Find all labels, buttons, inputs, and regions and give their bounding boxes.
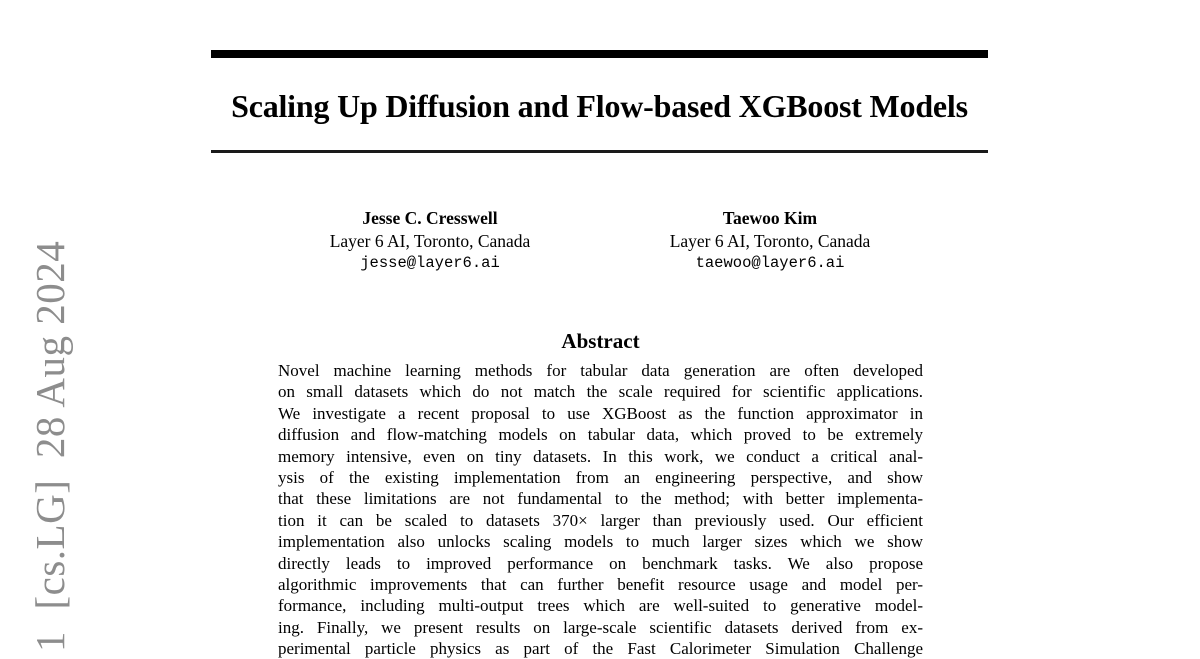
- abstract-line: perimental particle physics as part of the Fast Calorimeter Simulation Challenge: [278, 639, 923, 659]
- abstract-line: tion it can be scaled to datasets 370× larger than previously used. Our efficient: [278, 510, 923, 530]
- author-2: [600, 207, 940, 275]
- author-2-name: Taewoo Kim: [722, 208, 818, 228]
- abstract-line: on small datasets which do not match the scale required for scientific applications.: [278, 382, 923, 402]
- author-2-email: taewoo@layer6.ai: [695, 254, 845, 272]
- abstract-line: algorithmic improvements that can further benefit resource usage and model per-: [278, 574, 923, 594]
- arxiv-watermark: 1 [cs.LG] 28 Aug 2024: [27, 240, 73, 652]
- author-1-affiliation: Layer 6 AI, Toronto, Canada: [329, 230, 531, 251]
- abstract-line: We investigate a recent proposal to use XGBoost as the function approximator in: [278, 403, 923, 423]
- abstract-line: formance, including multi-output trees which are well-suited to generative model-: [278, 596, 923, 616]
- title-rule-bottom: [211, 150, 988, 153]
- paper-title: Scaling Up Diffusion and Flow-based XGBoost Models: [231, 88, 968, 124]
- title-rule-top: [211, 50, 988, 58]
- abstract-line: ing. Finally, we present results on large-scale scientific datasets derived from ex-: [278, 617, 923, 637]
- author-1-email: jesse@layer6.ai: [360, 254, 500, 272]
- author-1: [260, 207, 600, 275]
- author-block: [260, 207, 940, 275]
- abstract-heading: Abstract: [561, 329, 640, 353]
- abstract-line: that these limitations are not fundamental to the method; with better implementa-: [278, 489, 923, 509]
- abstract-line: ysis of the existing implementation from an engineering perspective, and show: [278, 467, 923, 487]
- abstract-line: directly leads to improved performance on benchmark tasks. We also propose: [278, 553, 923, 573]
- abstract-line: diffusion and flow-matching models on tabular data, which proved to be extremely: [278, 425, 923, 445]
- abstract-line: memory intensive, even on tiny datasets. In this work, we conduct a critical anal-: [278, 446, 923, 466]
- abstract-text: [278, 360, 923, 659]
- author-1-name: Jesse C. Cresswell: [362, 208, 498, 228]
- abstract-line: implementation also unlocks scaling models to much larger sizes which we show: [278, 532, 923, 552]
- abstract-line: Novel machine learning methods for tabular data generation are often developed: [278, 361, 923, 380]
- author-2-affiliation: Layer 6 AI, Toronto, Canada: [669, 230, 871, 251]
